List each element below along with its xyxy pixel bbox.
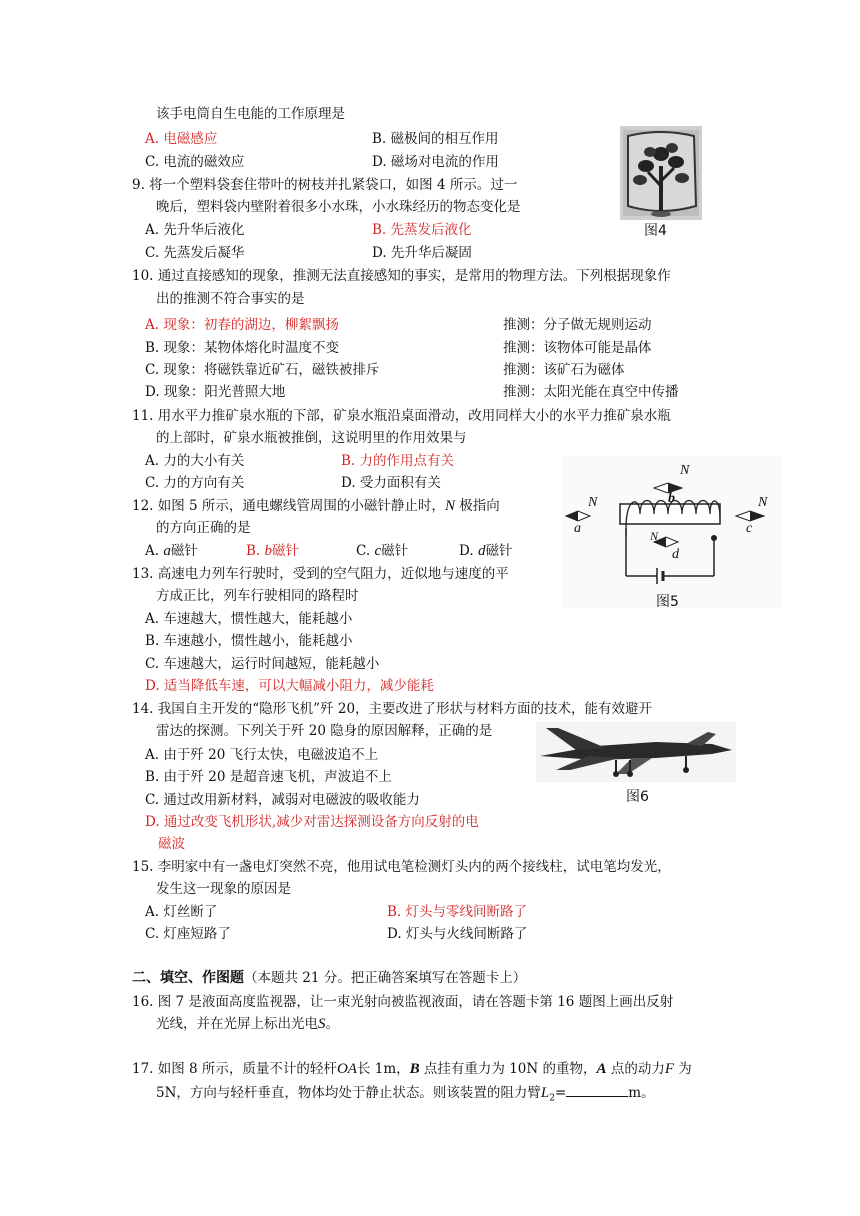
q10-option-c-phenomenon: C. 现象：将磁铁靠近矿石，磁铁被排斥 (145, 362, 380, 378)
q13-option-c: C. 车速越大，运行时间越短，能耗越小 (145, 656, 380, 672)
q11-option-c: C. 力的方向有关 (145, 475, 245, 491)
q10-option-d-inference: 推测：太阳光能在真空中传播 (503, 384, 679, 400)
q15-stem-line2: 发生这一现象的原因是 (156, 881, 291, 897)
figure-5-label-n-right: N (758, 495, 768, 510)
q16-stem-line1: 16. 图 7 是液面高度监视器，让一束光射向被监视液面，请在答题卡第 16 题图上画出反射 (132, 994, 674, 1010)
q10-option-a-inference: 推测：分子做无规则运动 (503, 317, 652, 333)
section-2-heading (132, 968, 526, 988)
q8-option-a: A. 电磁感应 (145, 131, 218, 147)
q9-option-d: D. 先升华后凝固 (372, 245, 472, 261)
figure-5-label-n-left: N (588, 495, 598, 510)
q9-stem-line2: 晚后，塑料袋内壁附着很多小水珠，小水珠经历的物态变化是 (156, 199, 521, 215)
figure-6-caption: 图6 (626, 789, 649, 805)
figure-5-label-b: b (668, 491, 675, 506)
q15-option-b: B. 灯头与零线间断路了 (387, 904, 528, 920)
figure-5-caption: 图5 (656, 594, 679, 610)
q14-option-a: A. 由于歼 20 飞行太快，电磁波追不上 (145, 747, 379, 763)
figure-4-caption: 图4 (644, 223, 667, 239)
q9-stem-line1: 9. 将一个塑料袋套住带叶的树枝并扎紧袋口，如图 4 所示。过一 (132, 177, 518, 193)
q9-option-c: C. 先蒸发后凝华 (145, 245, 245, 261)
q11-stem-line1: 11. 用水平力推矿泉水瓶的下部，矿泉水瓶沿桌面滑动，改用同样大小的水平力推矿泉水瓶 (132, 408, 671, 424)
q14-stem-line2: 雷达的探测。下列关于歼 20 隐身的原因解释，正确的是 (156, 723, 493, 739)
q17-stem-line1: 17. 如图 8 所示，质量不计的轻杆OA长 1m，B 点挂有重力为 10N 的重物，A 点的动力F 为 (132, 1061, 692, 1077)
q10-stem-line1: 10. 通过直接感知的现象，推测无法直接感知的事实，是常用的物理方法。下列根据现象作 (132, 268, 671, 284)
q10-option-a-phenomenon: A. 现象：初春的湖边，柳絮飘扬 (145, 317, 339, 333)
figure-5-label-c: c (746, 521, 753, 536)
q10-option-b-phenomenon: B. 现象：某物体熔化时温度不变 (145, 340, 340, 356)
q17-stem-line2: 5N，方向与轻杆垂直，物体均处于静止状态。则该装置的阻力臂$L_2= m$。 (156, 1082, 655, 1109)
q12-option-b: B. b磁针 (246, 543, 300, 559)
q12-stem-line2: 的方向正确的是 (156, 520, 251, 536)
q10-option-b-inference: 推测：该物体可能是晶体 (503, 340, 652, 356)
section-2-title: 二、填空、作图题 (132, 970, 244, 986)
q15-stem-line1: 15. 李明家中有一盏电灯突然不亮，他用试电笔检测灯头内的两个接线柱，试电笔均发光， (132, 859, 671, 875)
q14-option-d-line2: 磁波 (158, 836, 185, 852)
figure-6-aircraft (536, 722, 736, 782)
q11-option-a: A. 力的大小有关 (145, 453, 245, 469)
q15-option-d: D. 灯头与火线间断路了 (387, 926, 528, 942)
q14-option-b: B. 由于歼 20 是超音速飞机，声波追不上 (145, 769, 392, 785)
figure-5-label-n-bottom: N (650, 529, 659, 543)
figure-4-plant-bag (620, 126, 702, 220)
q15-option-a: A. 灯丝断了 (145, 904, 218, 920)
q9-option-b: B. 先蒸发后液化 (372, 222, 472, 238)
q17-answer-blank[interactable] (566, 1082, 628, 1097)
figure-5-label-n-top: N (680, 463, 690, 478)
q9-option-a: A. 先升华后液化 (145, 222, 245, 238)
q13-option-a: A. 车速越大，惯性越大，能耗越小 (145, 611, 353, 627)
figure-5-label-a: a (574, 521, 581, 536)
q13-stem-line1: 13. 高速电力列车行驶时，受到的空气阻力，近似地与速度的平 (132, 566, 509, 582)
q15-option-c: C. 灯座短路了 (145, 926, 231, 942)
q13-option-d: D. 适当降低车速，可以大幅减小阻力，减少能耗 (145, 678, 434, 694)
q12-option-d: D. d磁针 (459, 543, 513, 559)
q8-stem: 该手电筒自生电能的工作原理是 (156, 106, 345, 122)
q12-option-c: C. c磁针 (356, 543, 409, 559)
q14-option-d-line1: D. 通过改变飞机形状,减少对雷达探测设备方向反射的电 (145, 814, 479, 830)
q11-option-d: D. 受力面积有关 (341, 475, 441, 491)
q10-option-c-inference: 推测：该矿石为磁体 (503, 362, 625, 378)
q10-stem-line2: 出的推测不符合事实的是 (156, 291, 305, 307)
q14-stem-line1: 14. 我国自主开发的“隐形飞机”歼 20，主要改进了形状与材料方面的技术，能有效避开 (132, 701, 653, 717)
section-2-note: （本题共 21 分。把正确答案填写在答题卡上） (244, 970, 527, 986)
figure-5-label-d: d (672, 547, 679, 562)
q14-option-c: C. 通过改用新材料，减弱对电磁波的吸收能力 (145, 792, 420, 808)
q8-option-b: B. 磁极间的相互作用 (372, 131, 499, 147)
q8-option-c: C. 电流的磁效应 (145, 154, 245, 170)
q12-stem-line1: 12. 如图 5 所示，通电螺线管周围的小磁针静止时，N 极指向 (132, 498, 500, 514)
q10-option-d-phenomenon: D. 现象：阳光普照大地 (145, 384, 286, 400)
q16-stem-line2: 光线，并在光屏上标出光电S。 (156, 1016, 339, 1032)
q8-option-d: D. 磁场对电流的作用 (372, 154, 499, 170)
q11-option-b: B. 力的作用点有关 (341, 453, 455, 469)
var-n: N (444, 498, 455, 514)
q13-option-b: B. 车速越小，惯性越小，能耗越小 (145, 633, 353, 649)
q11-stem-line2: 的上部时，矿泉水瓶被推倒，这说明里的作用效果与 (156, 430, 467, 446)
q12-option-a: A. a磁针 (145, 543, 198, 559)
q13-stem-line2: 方成正比，列车行驶相同的路程时 (156, 588, 359, 604)
figure-5-solenoid (562, 456, 782, 608)
